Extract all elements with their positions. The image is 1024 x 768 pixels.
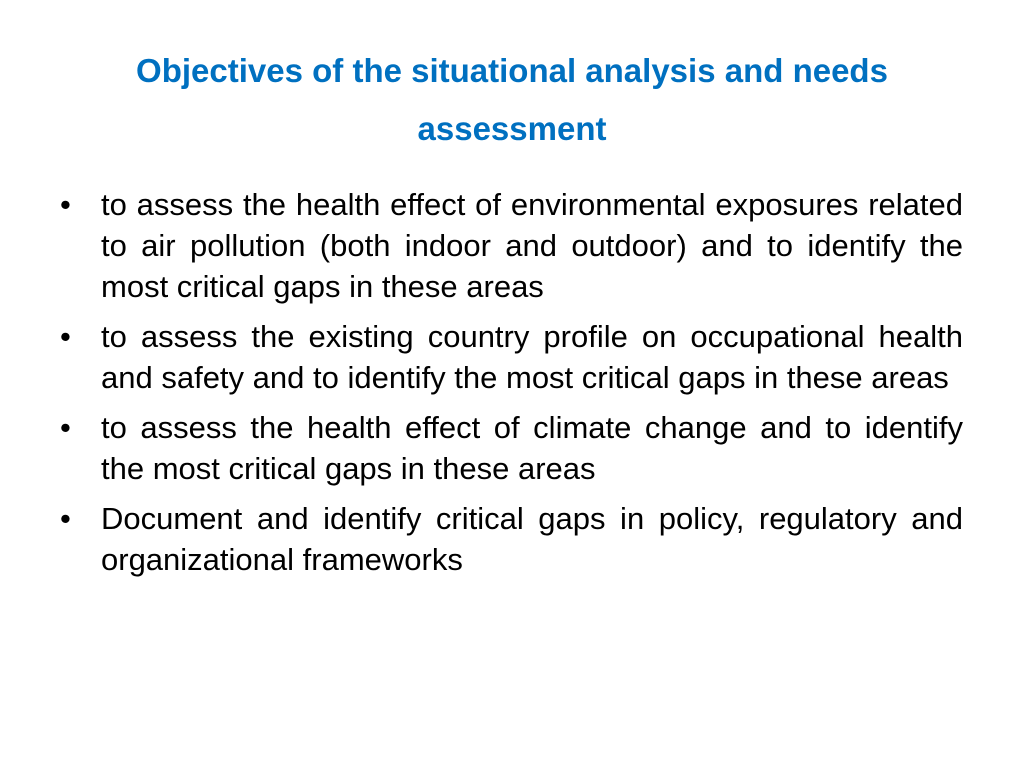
bullet-item (60, 184, 963, 307)
bullet-text: to assess the health effect of climate change and to identify the most critical gaps in these areas (101, 410, 963, 486)
bullet-text: to assess the health effect of environmental exposures related to air pollution (both indoor and outdoor) and to identify the most critical gaps in these areas (101, 187, 963, 304)
bullet-icon: • (60, 501, 71, 536)
bullet-text: Document and identify critical gaps in policy, regulatory and organizational frameworks (101, 501, 963, 577)
bullet-item (60, 407, 963, 489)
bullet-item (60, 316, 963, 398)
slide-title: Objectives of the situational analysis and needs assessment (136, 52, 888, 147)
bullet-icon: • (60, 410, 71, 445)
bullet-list (60, 184, 963, 589)
bullet-icon: • (60, 319, 71, 354)
bullet-text: to assess the existing country profile on occupational health and safety and to identify the most critical gaps in these areas (101, 319, 963, 395)
bullet-icon: • (60, 187, 71, 222)
bullet-item (60, 498, 963, 580)
